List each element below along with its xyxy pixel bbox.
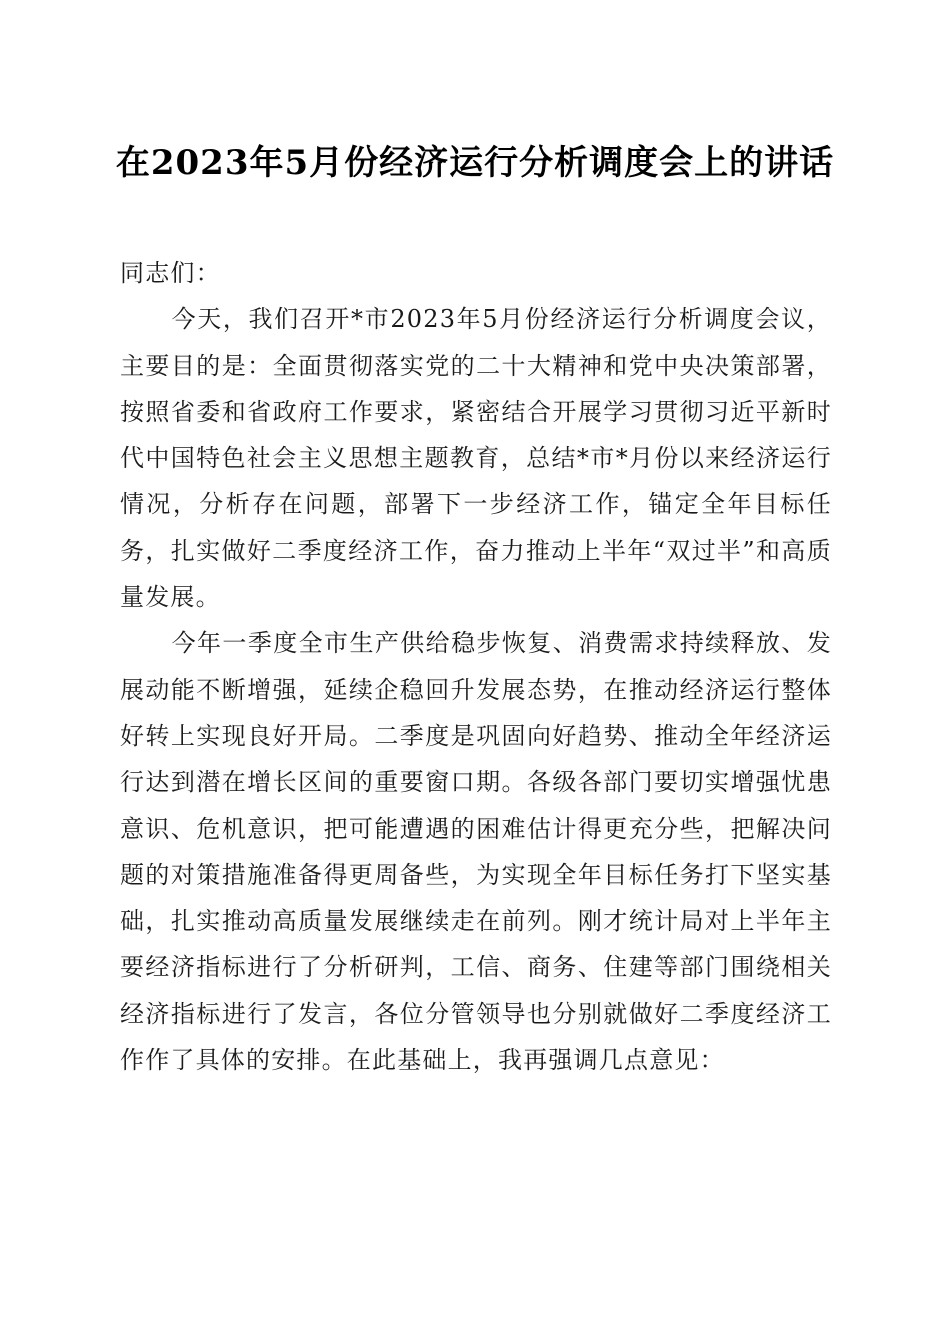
- salutation: 同志们：: [120, 259, 221, 287]
- paragraph-situation: 今年一季度全市生产供给稳步恢复、消费需求持续释放、发展动能不断增强，延续企稳回升发展态势，在推动经济运行整体好转上实现良好开局。二季度是巩固向好趋势、推动全年经济运行达到潜在增长区间的重要窗口期。各级各部门要切实增强忧患意识、危机意识，把可能遭遇的困难估计得更充分些，把解决问题的对策措施准备得更周备些，为实现全年目标任务打下坚实基础，扎实推动高质量发展继续走在前列。刚才统计局对上半年主要经济指标进行了分析研判，工信、商务、住建等部门围绕相关经济指标进行了发言，各位分管领导也分别就做好二季度经济工作作了具体的安排。在此基础上，我再强调几点意见：: [120, 629, 832, 1075]
- document-body: [120, 250, 832, 1083]
- document-title: 在2023年5月份经济运行分析调度会上的讲话: [115, 143, 835, 183]
- paragraph-opening: 今天，我们召开*市2023年5月份经济运行分析调度会议，主要目的是：全面贯彻落实党的二十大精神和党中央决策部署，按照省委和省政府工作要求，紧密结合开展学习贯彻习近平新时代中国特色社会主义思想主题教育，总结*市*月份以来经济运行情况，分析存在问题，部署下一步经济工作，锚定全年目标任务，扎实做好二季度经济工作，奋力推动上半年“双过半”和高质量发展。: [120, 305, 832, 612]
